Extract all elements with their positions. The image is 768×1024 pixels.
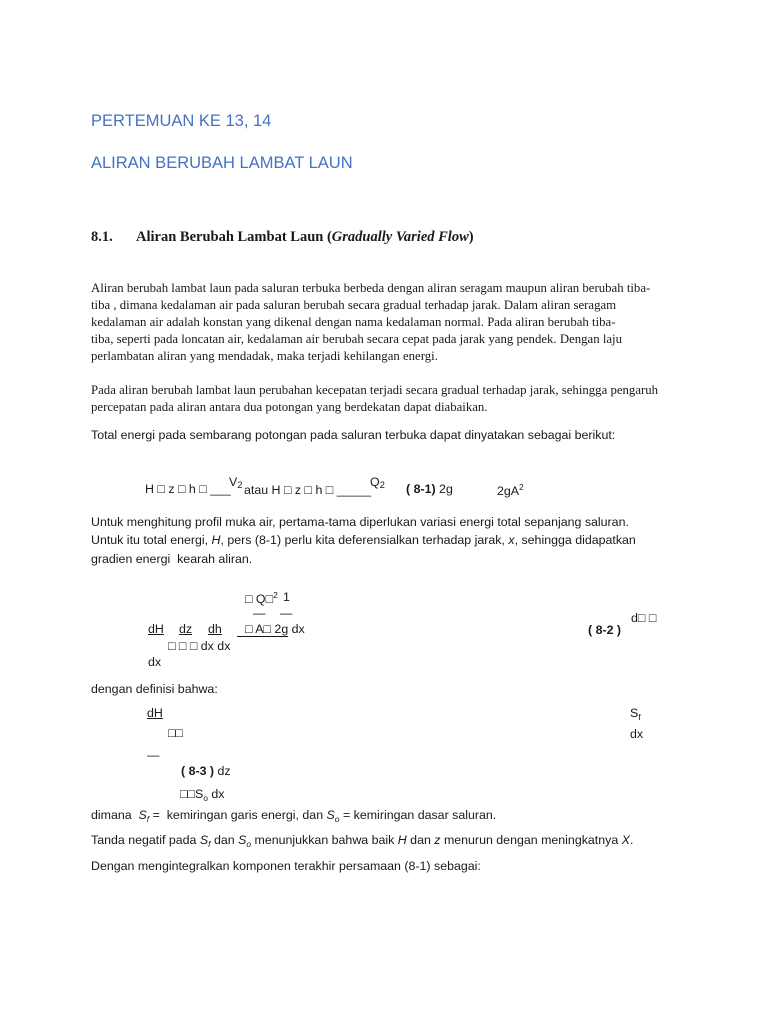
bed-slope-subscript: o xyxy=(203,793,208,803)
paragraph-line: tiba, seperti pada loncatan air, kedalaman air berubah secara cepat pada jarak yang pendek. Dengan laju xyxy=(91,332,623,346)
equation-label: ( 8-3 ) xyxy=(181,764,215,778)
text-segment: = kemiringan dasar saluran. xyxy=(339,808,497,822)
discharge-term xyxy=(370,476,385,491)
text-segment: menurun dengan meningkatnya xyxy=(440,833,622,847)
bed-slope-subscript: o xyxy=(334,814,340,824)
denominator-base: 2gA xyxy=(497,484,520,498)
equation-label: ( 8-2 ) xyxy=(588,623,622,637)
bed-slope-term xyxy=(180,788,225,803)
closing-line: Dengan mengintegralkan komponen terakhir persamaan (8-1) sebagai: xyxy=(91,859,481,873)
numerator-power: 2 xyxy=(273,590,278,600)
discharge-index: 2 xyxy=(379,480,385,491)
dz-term: dz xyxy=(179,622,193,636)
denominator-row: □ □ □ dx dx xyxy=(168,639,231,653)
friction-slope-subscript: f xyxy=(146,814,150,824)
dH-term: dH xyxy=(148,622,164,636)
fraction-dx: dx xyxy=(288,622,305,636)
elevation-symbol: z xyxy=(434,833,441,847)
section-heading xyxy=(136,230,474,245)
section-title: Aliran Berubah Lambat Laun ( xyxy=(136,229,332,245)
equation-label-row xyxy=(406,483,453,495)
bed-slope-text: □□S xyxy=(180,787,204,801)
right-numerator: d□ □ xyxy=(631,611,657,625)
numerator-text: □ Q□ xyxy=(245,592,274,606)
energy-symbol: H xyxy=(397,833,407,847)
fraction-bar: — xyxy=(280,606,293,620)
equation-lhs: H □ z □ h □ ___ xyxy=(145,482,231,496)
paragraph-line: tiba , dimana kedalaman air pada saluran berubah secara gradual terhadap jarak. Dalam aliran seragam xyxy=(91,298,617,312)
paragraph-total-energy: Total energi pada sembarang potongan pada saluran terbuka dapat dinyatakan sebagai berikut: xyxy=(91,428,616,442)
fraction-denominator: □ A□ 2g xyxy=(237,622,288,637)
dH-term: dH xyxy=(147,706,163,720)
definitions-line xyxy=(91,809,496,824)
velocity-symbol: V xyxy=(229,475,238,489)
text-segment: dan xyxy=(406,833,435,847)
slope-symbol: S xyxy=(630,706,639,720)
friction-slope-symbol: S xyxy=(199,833,209,847)
dh-term: dh xyxy=(208,622,222,636)
discharge-symbol: Q xyxy=(370,475,380,489)
section-title-close: ) xyxy=(468,229,474,245)
sign-note-line xyxy=(91,834,633,849)
section-number: 8.1. xyxy=(91,229,113,245)
lecture-title: PERTEMUAN KE 13, 14 xyxy=(91,112,272,130)
fraction-bar: — xyxy=(147,748,160,762)
fraction-bar: — xyxy=(253,606,266,620)
bed-slope-dx: dx xyxy=(207,787,225,801)
paragraph-line: gradien energi kearah aliran. xyxy=(91,552,253,566)
equation-rhs: atau H □ z □ h □ _____ xyxy=(244,483,372,497)
denominator-2g: 2g xyxy=(435,482,453,496)
text-segment: . xyxy=(629,833,634,847)
paragraph-line: kedalaman air adalah konstan yang dikenal dengan nama kedalaman normal. Pada aliran berubah tiba- xyxy=(91,315,616,329)
text-segment: dan xyxy=(210,833,239,847)
text-segment: , pers (8-1) perlu kita deferensialkan terhadap jarak, xyxy=(220,533,509,547)
dx-term: dx xyxy=(630,727,644,741)
paragraph-line: Untuk menghitung profil muka air, pertama-tama diperlukan variasi energi total sepanjang saluran. xyxy=(91,515,629,529)
text-segment: menunjukkan bahwa baik xyxy=(251,833,398,847)
distance-symbol: X xyxy=(621,833,630,847)
energy-symbol: H xyxy=(211,533,221,547)
paragraph-line: Pada aliran berubah lambat laun perubahan kecepatan terjadi secara gradual terhadap jarak, sehingga pengaruh xyxy=(91,383,659,397)
bed-slope-symbol: S xyxy=(326,808,335,822)
section-title-english: Gradually Varied Flow xyxy=(331,229,469,245)
text-segment: = kemiringan garis energi, dan xyxy=(149,808,327,822)
definition-intro: dengan definisi bahwa: xyxy=(91,682,218,696)
text-segment: , sehingga didapatkan xyxy=(514,533,636,547)
text-segment: Untuk itu total energi, xyxy=(91,533,212,547)
velocity-term xyxy=(229,476,243,491)
dz-term: dz xyxy=(214,764,231,778)
denominator-2ga2 xyxy=(497,483,524,497)
bed-slope-symbol: S xyxy=(238,833,247,847)
slope-subscript: f xyxy=(638,712,641,722)
friction-slope-term xyxy=(630,707,641,722)
operator-boxes: □□ xyxy=(168,726,183,740)
equation-label-row xyxy=(181,765,231,777)
paragraph-line: percepatan pada aliran antara dua potongan yang berdekatan dapat diabaikan. xyxy=(91,400,488,414)
numerator-one: 1 xyxy=(283,590,290,604)
paragraph-line xyxy=(91,534,636,546)
velocity-index: 2 xyxy=(237,480,243,491)
denominator-power: 2 xyxy=(519,482,524,492)
equation-label: ( 8-1) xyxy=(406,482,436,496)
fraction-term xyxy=(237,623,305,635)
text-segment: dimana xyxy=(91,808,139,822)
bed-slope-subscript: o xyxy=(246,839,252,849)
numerator-term xyxy=(245,591,278,605)
distance-symbol: x xyxy=(508,533,515,547)
text-segment: Tanda negatif pada xyxy=(91,833,200,847)
paragraph-line: Aliran berubah lambat laun pada saluran terbuka berbeda dengan aliran seragam maupun aliran berubah tiba- xyxy=(91,281,651,295)
denominator-dx: dx xyxy=(148,655,162,669)
friction-slope-subscript: f xyxy=(208,839,211,849)
paragraph-line: perlambatan aliran yang mendadak, maka terjadi kehilangan energi. xyxy=(91,349,438,363)
friction-slope-symbol: S xyxy=(138,808,147,822)
topic-title: ALIRAN BERUBAH LAMBAT LAUN xyxy=(91,154,353,172)
